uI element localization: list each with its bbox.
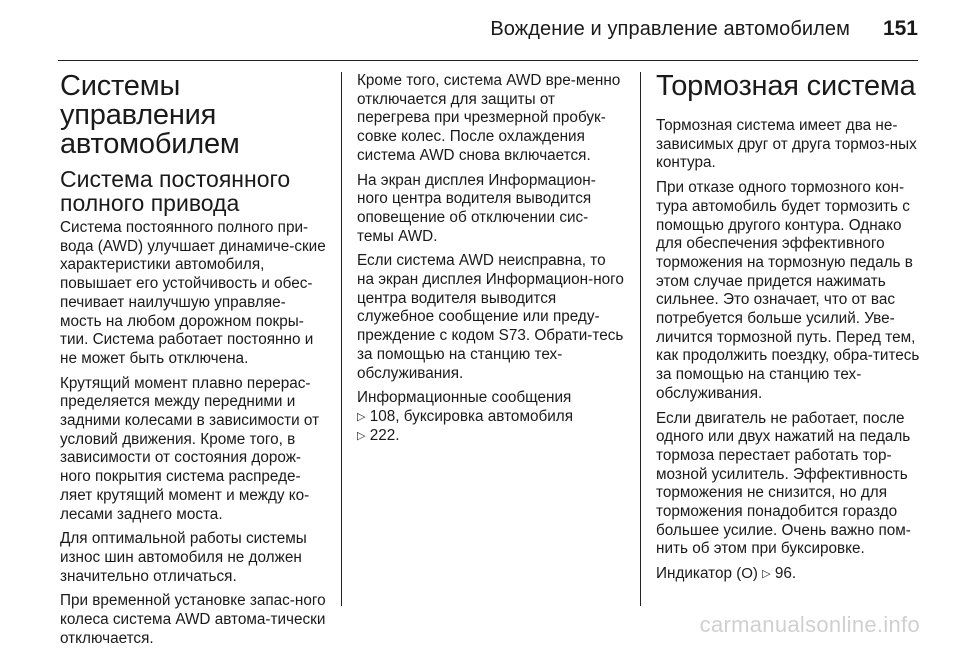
running-title: Вождение и управление автомобилем — [490, 18, 850, 40]
reference-link[interactable]: 96. — [774, 565, 797, 583]
paragraph: Если двигатель не работает, после одного или двух нажатий на педаль тормоза перестает работать тор-мозной усилитель. Эффективность торможения не снизится, но для торможения понадобится гораздо большее усилие. Очень важно пом-нить об этом при буксировке. — [656, 409, 911, 558]
reference-arrow-icon: ▷ — [762, 568, 771, 581]
column-3 — [656, 72, 924, 590]
reference-arrow-icon: ▷ — [357, 410, 366, 423]
column-divider — [341, 72, 342, 606]
reference-link[interactable]: 108, буксировка автомобиля — [369, 407, 573, 425]
reference-lead: Информационные сообщения — [357, 389, 572, 407]
column-2 — [357, 72, 625, 451]
paragraph: При отказе одного тормозного кон-тура автомобиль будет тормозить с помощью другого контура. Однако для обеспечения эффективного торможения на тормозную педаль в этом случае придется нажимать сильнее. Это означает, что от вас потребуется больше усилий. Уве-личится тормозной путь. Перед тем, как продолжить поездку, обра-титесь за помощью на станцию тех-обслуживания. — [656, 179, 920, 402]
column-1 — [60, 72, 326, 654]
column-divider — [640, 72, 641, 606]
indicator-reference — [656, 565, 924, 584]
section-heading: Системы управления автомобилем — [60, 70, 240, 160]
page-header — [0, 0, 960, 60]
paragraph: На экран дисплея Информацион-ного центра водителя выводится оповещение об отключении сис-темы AWD. — [357, 171, 596, 245]
section-heading: Тормозная система — [656, 70, 916, 102]
paragraph: Тормозная система имеет два не-зависимых друг от друга тормоз-ных контура. — [656, 117, 917, 172]
reference-arrow-icon: ▷ — [357, 429, 366, 442]
paragraph: При временной установке запас-ного колеса система AWD автома-тически отключается. — [60, 592, 326, 647]
paragraph: Для оптимальной работы системы износ шин автомобиля не должен значительно отличаться. — [60, 530, 307, 585]
paragraph: Крутящий момент плавно перерас-пределяется между передними и задними колесами в зависимости от условий движения. Кроме того, в зависимости от состояния дорож-ного покрытия система распреде-ляет крутящий момент и между ко-лесами заднего моста. — [60, 374, 320, 523]
cross-references — [357, 389, 625, 445]
paragraph: Если система AWD неисправна, то на экран дисплея Информацион-ного центра водителя выводится служебное сообщение или преду-преждение с кодом S73. Обрати-тесь за помощью на станцию тех-обслуживания. — [357, 252, 624, 382]
subsection-heading: Система постоянного полного привода — [60, 166, 291, 216]
indicator-lead: Индикатор — [656, 565, 732, 583]
watermark: carmanualsonline.info — [699, 612, 920, 637]
paragraph: Кроме того, система AWD вре-менно отключается для защиты от перегрева при чрезмерной пробук-совке колес. После охлаждения система AWD снова включается. — [357, 72, 621, 164]
brake-warning-icon: (O) — [736, 565, 758, 583]
header-divider — [58, 60, 918, 61]
page-number: 151 — [882, 17, 918, 40]
reference-link[interactable]: 222. — [369, 426, 400, 444]
paragraph: Система постоянного полного при-вода (AWD) улучшает динамиче-ские характеристики автомобиля, повышает его устойчивость и обес-печивает наилучшую управляе-мость на любом дорожном покры-тии. Система работает постоянно и не может быть отключена. — [60, 219, 326, 367]
